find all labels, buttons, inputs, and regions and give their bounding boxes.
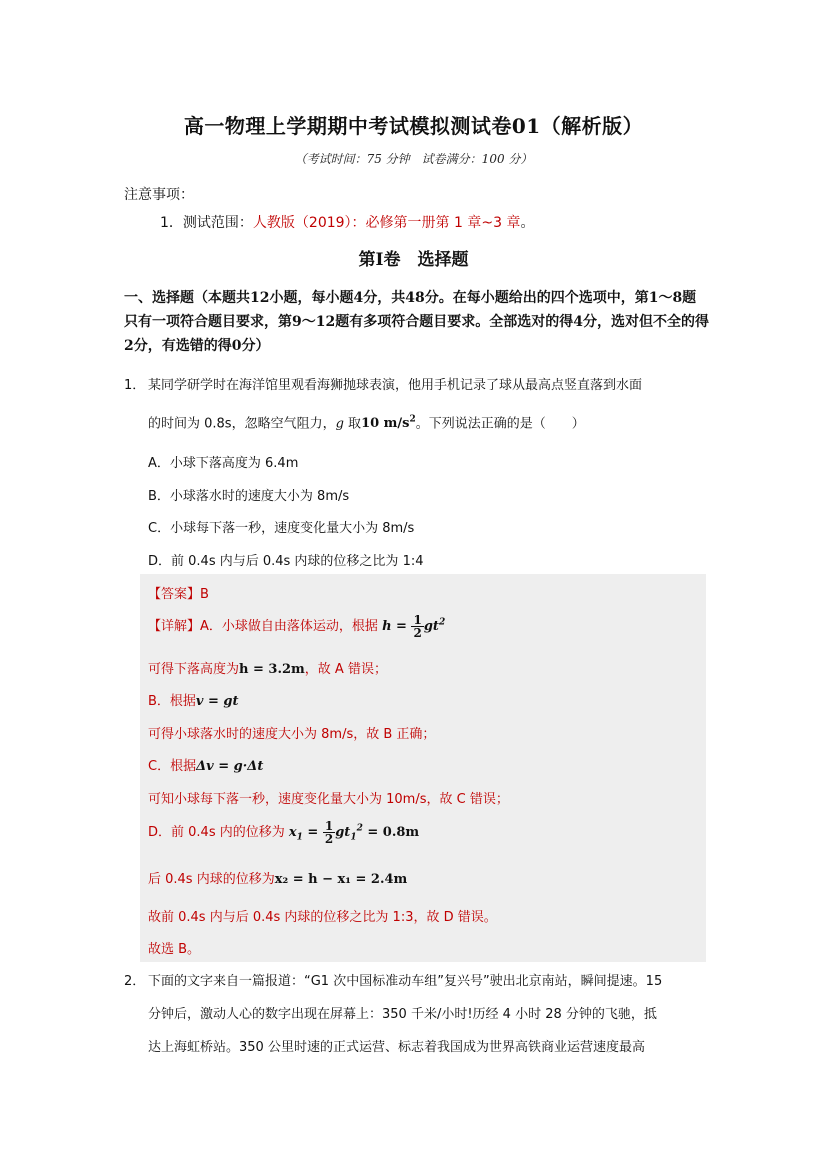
eq-v-formula: v = gt xyxy=(195,694,239,709)
detail-a2: 可得下落高度为h = 3.2m，故 A 错误； xyxy=(148,662,387,677)
question-2-number: 2． xyxy=(124,974,146,989)
notice-item-scope: 人教版（2019）：必修第一册第 1 章~3 章 xyxy=(252,215,521,231)
notice-item-suffix: 。 xyxy=(520,215,535,231)
answer-line: 【答案】B xyxy=(148,587,209,602)
g-value: 10 $m/s^2$ xyxy=(361,415,416,432)
eq-x1-formula: $x_1$ = $\frac{1}{2}$ $gt_1^2 = 0.8m$ xyxy=(288,819,420,846)
q1-text-a: 的时间为 0.8s，忽略空气阻力， xyxy=(148,416,336,432)
notice-heading: 注意事项： xyxy=(124,187,194,203)
question-2-line-3: 达上海虹桥站。350 公里时速的正式运营、标志着我国成为世界高铁商业运营速度最高 xyxy=(148,1040,645,1055)
question-1-line-2 xyxy=(148,410,718,434)
detail-label: 【详解】 xyxy=(148,619,201,634)
eq-h-value: h = 3.2m xyxy=(239,662,305,677)
detail-b2: 可得小球落水时的速度大小为 8m/s，故 B 正确； xyxy=(148,727,436,742)
g-symbol: g xyxy=(335,416,344,432)
detail-d1: D．前 0.4s 内的位移为 $x_1$ = $\frac{1}{2}$ $gt_1^2 = 0.8m$ xyxy=(148,819,420,846)
notice-item xyxy=(160,212,534,232)
option-a: A．小球下落高度为 6.4m xyxy=(148,456,299,471)
section-instructions: 一、选择题（本题共12小题，每小题4分，共48分。在每小题给出的四个选项中，第1～8题只有一项符合题目要求，第9～12题有多项符合题目要求。全部选对的得4分，选对但不全的得2分，有选错的得0分） xyxy=(124,290,709,354)
option-b: B．小球落水时的速度大小为 8m/s xyxy=(148,489,350,504)
detail-b1: B．根据v = gt xyxy=(148,694,239,709)
eq-x2-value: x₂ = h − x₁ = 2.4m xyxy=(274,872,408,887)
detail-d3: 故前 0.4s 内与后 0.4s 内球的位移之比为 1:3，故 D 错误。 xyxy=(148,910,497,925)
question-line-1: 某同学研学时在海洋馆里观看海狮抛球表演，他用手机记录了球从最高点竖直落到水面 xyxy=(148,378,643,393)
eq-dv-formula: Δv = g·Δt xyxy=(196,759,264,774)
eq-h-formula: h = $\frac{1}{2}$ $gt^2$ xyxy=(382,613,446,640)
detail-a-text: A．小球做自由落体运动，根据 xyxy=(200,619,378,634)
detail-c1: C．根据Δv = g·Δt xyxy=(148,759,264,774)
section-title: 第Ⅰ卷 选择题 xyxy=(358,250,469,270)
question-2-line-2: 分钟后，激动人心的数字出现在屏幕上：350 千米/小时!历经 4 小时 28 分钟的飞驰，抵 xyxy=(148,1007,657,1022)
option-d: D．前 0.4s 内与后 0.4s 内球的位移之比为 1:4 xyxy=(148,554,424,569)
page-title: 高一物理上学期期中考试模拟测试卷01（解析版） xyxy=(183,114,644,138)
q1-text-c: 。下列说法正确的是（ ） xyxy=(415,416,585,432)
detail-a xyxy=(148,614,445,639)
detail-c2: 可知小球每下落一秒，速度变化量大小为 10m/s，故 C 错误； xyxy=(148,792,509,807)
q1-text-b: 取 xyxy=(343,416,362,432)
question-2-line-1: 下面的文字来自一篇报道：“G1 次中国标准动车组”复兴号”驶出北京南站，瞬间提速。15 xyxy=(148,974,663,989)
notice-item-prefix: 1．测试范围： xyxy=(160,215,253,231)
question-number: 1． xyxy=(124,378,146,393)
exam-info: （考试时间：75 分钟 试卷满分：100 分） xyxy=(294,152,533,166)
final-choice: 故选 B。 xyxy=(148,942,201,957)
detail-d2: 后 0.4s 内球的位移为x₂ = h − x₁ = 2.4m xyxy=(148,872,408,887)
option-c: C．小球每下落一秒，速度变化量大小为 8m/s xyxy=(148,521,415,536)
